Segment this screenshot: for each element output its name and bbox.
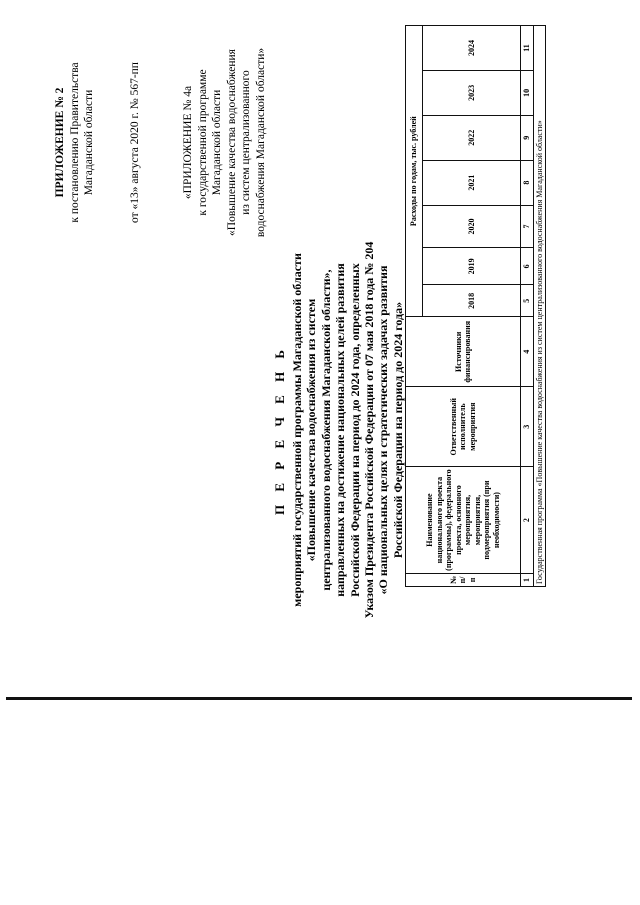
sub-appendix-line: водоснабжения Магаданской области» (254, 47, 267, 238)
year-cell: 2019 (423, 248, 521, 285)
year-cell: 2022 (423, 115, 521, 160)
description-line: мероприятий государственной программы Магаданской области (290, 253, 304, 607)
description-line: Российской Федерации на период до 2024 года, определенных (347, 263, 362, 597)
header-name: Наименование национального проекта (программы), федерального проекта, основного мероприятия, мероприятия, подмероприятия (при необходимости) (406, 467, 521, 574)
appendix-heading: ПРИЛОЖЕНИЕ № 2 (54, 87, 66, 198)
column-number: 1 (521, 573, 534, 586)
description-line: «О национальных целях и стратегических задачах развития (376, 265, 391, 595)
header-no: № п/ п (406, 573, 521, 586)
column-number: 3 (521, 387, 534, 467)
year-cell: 2020 (423, 205, 521, 248)
header-expenses: Расходы по годам, тыс. рублей (406, 26, 423, 317)
sub-appendix-line: из систем централизованного (240, 70, 252, 215)
column-number: 4 (521, 317, 534, 387)
year-cell: 2018 (423, 285, 521, 317)
year-cell: 2021 (423, 160, 521, 205)
year-cell: 2023 (423, 70, 521, 115)
column-number: 6 (521, 248, 534, 285)
header-executor: Ответственный исполнитель мероприятия (406, 387, 521, 467)
description-line: Указом Президента Российской Федерации от 07 мая 2018 года № 204 (362, 241, 377, 619)
column-number: 8 (521, 160, 534, 205)
column-number: 11 (521, 26, 534, 71)
measures-table (405, 25, 546, 587)
sub-appendix-line: к государственной программе (196, 69, 209, 216)
table-header-row (406, 26, 423, 587)
description-line: «Повышение качества водоснабжения из систем (304, 298, 319, 562)
column-number: 9 (521, 115, 534, 160)
column-number: 5 (521, 285, 534, 317)
column-number: 10 (521, 70, 534, 115)
description-line: Российской Федерации на период до 2024 года» (390, 301, 405, 559)
header-source: Источники финансирования (406, 317, 521, 387)
description-line: централизованного водоснабжения Магаданской области», (318, 269, 333, 591)
document-title: П Е Р Е Ч Е Н Ь (272, 344, 287, 516)
appendix-block (53, 35, 97, 250)
table-column-numbers-row (521, 26, 534, 587)
sub-appendix-heading: «ПРИЛОЖЕНИЕ № 4а (182, 85, 194, 200)
sub-appendix-block (181, 35, 268, 250)
appendix-line: Магаданской области (83, 89, 95, 196)
document-description (290, 165, 405, 695)
table-program-row (533, 26, 546, 587)
appendix-date-block (128, 35, 143, 250)
sub-appendix-line: «Повышение качества водоснабжения (225, 49, 238, 236)
program-title-cell: Государственная программа «Повышение качества водоснабжения из систем централизованного водоснабжения Магаданской области» (533, 26, 546, 587)
appendix-date: от «13» августа 2020 г. № 567-пп (129, 62, 141, 223)
column-number: 7 (521, 205, 534, 248)
description-line: направленных на достижение национальных целей развития (333, 263, 348, 597)
appendix-line: к постановлению Правительства (68, 62, 81, 223)
year-cell: 2024 (423, 26, 521, 71)
column-number: 2 (521, 467, 534, 574)
sub-appendix-line: Магаданской области (211, 89, 223, 196)
